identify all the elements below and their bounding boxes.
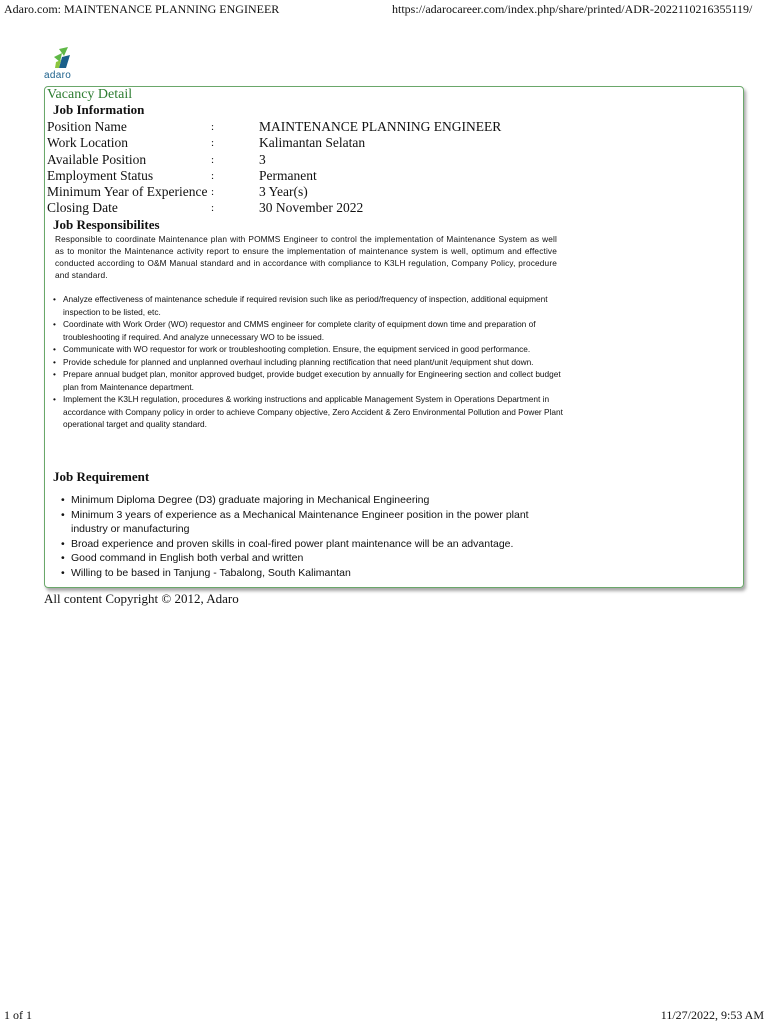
info-colon: : <box>211 121 215 133</box>
info-row-employment-status <box>47 168 737 184</box>
info-label: Position Name <box>47 119 127 134</box>
list-item: • Communicate with WO requestor for work or troubleshooting completion. Ensure, the equipment serviced in good performance. <box>49 343 569 356</box>
adaro-logo-text: adaro <box>44 70 72 81</box>
job-requirement-list <box>57 493 557 580</box>
list-item: • Prepare annual budget plan, monitor approved budget, provide budget execution by annually for Engineering section and collect budget plan from Maintenance department. <box>49 368 569 393</box>
info-value: 3 <box>259 151 266 167</box>
job-responsibilities-heading: Job Responsibilites <box>53 217 160 232</box>
job-requirement-heading: Job Requirement <box>53 469 150 484</box>
info-value: 3 Year(s) <box>259 184 308 200</box>
info-value: MAINTENANCE PLANNING ENGINEER <box>259 119 502 134</box>
job-information-table <box>47 119 737 217</box>
copyright-notice: All content Copyright © 2012, Adaro <box>44 591 239 606</box>
list-item: • Implement the K3LH regulation, procedures & working instructions and applicable Management System in Operations Department in accordance with Company policy in order to achieve Company objective, Zero Accident & Zero Environmental Pollution and Power Plant operational target and quality standard. <box>49 393 569 431</box>
info-row-work-location <box>47 135 737 151</box>
list-item: • Minimum 3 years of experience as a Mechanical Maintenance Engineer position in the power plant industry or manufacturing <box>57 508 557 537</box>
adaro-logo-icon <box>50 47 74 69</box>
list-item: • Analyze effectiveness of maintenance schedule if required revision such like as period/frequency of inspection, additional equipment inspection to be listed, etc. <box>49 293 569 318</box>
print-page-title: Adaro.com: MAINTENANCE PLANNING ENGINEER <box>4 2 280 16</box>
job-information-heading: Job Information <box>53 102 145 117</box>
info-label: Closing Date <box>47 200 118 216</box>
page-count: 1 of 1 <box>4 1008 32 1022</box>
info-colon: : <box>211 202 215 215</box>
print-timestamp: 11/27/2022, 9:53 AM <box>660 1008 764 1022</box>
job-responsibilities-list <box>49 293 569 431</box>
info-colon: : <box>211 169 215 182</box>
print-page-url: https://adarocareer.com/index.php/share/printed/ADR-2022110216355119/ <box>392 2 753 16</box>
info-label: Work Location <box>47 135 129 151</box>
list-item: • Willing to be based in Tanjung - Tabalong, South Kalimantan <box>57 566 557 581</box>
info-row-closing-date <box>47 200 737 216</box>
list-item: • Minimum Diploma Degree (D3) graduate majoring in Mechanical Engineering <box>57 493 557 508</box>
print-header <box>0 0 768 16</box>
list-item: • Good command in English both verbal and written <box>57 551 557 566</box>
list-item: • Provide schedule for planned and unplanned overhaul including planning rectification that need plant/unit /equipment shut down. <box>49 356 569 369</box>
vacancy-detail-title: Vacancy Detail <box>47 87 133 102</box>
info-row-minimum-experience <box>47 184 737 200</box>
info-row-position-name <box>47 119 737 135</box>
info-label: Minimum Year of Experience <box>47 184 208 200</box>
list-item: • Broad experience and proven skills in coal-fired power plant maintenance will be an advantage. <box>57 537 557 552</box>
info-label: Employment Status <box>47 167 154 183</box>
info-colon: : <box>211 153 215 166</box>
list-item: • Coordinate with Work Order (WO) requestor and CMMS engineer for complete clarity of equipment down time and preparation of troubleshooting if required. And analyze unnecessary WO to be issued. <box>49 318 569 343</box>
info-label: Available Position <box>47 151 147 167</box>
info-colon: : <box>211 137 215 150</box>
info-value: Permanent <box>259 167 317 183</box>
info-value: Kalimantan Selatan <box>259 135 366 151</box>
adaro-logo <box>44 47 84 85</box>
job-responsibilities-intro: Responsible to coordinate Maintenance plan with POMMS Engineer to control the implementation of Maintenance System as well as to monitor the Maintenance activity report to ensure the implementation of maintenance system is well, optimum and effective conducted according to O&M Manual standard and in accordance with compliance to K3LH regulation, Company Policy, procedure and standard. <box>55 234 557 280</box>
info-row-available-position <box>47 152 737 168</box>
print-footer <box>0 1006 768 1024</box>
info-value: 30 November 2022 <box>259 200 364 216</box>
info-colon: : <box>211 186 215 199</box>
vacancy-detail-card <box>44 86 744 588</box>
